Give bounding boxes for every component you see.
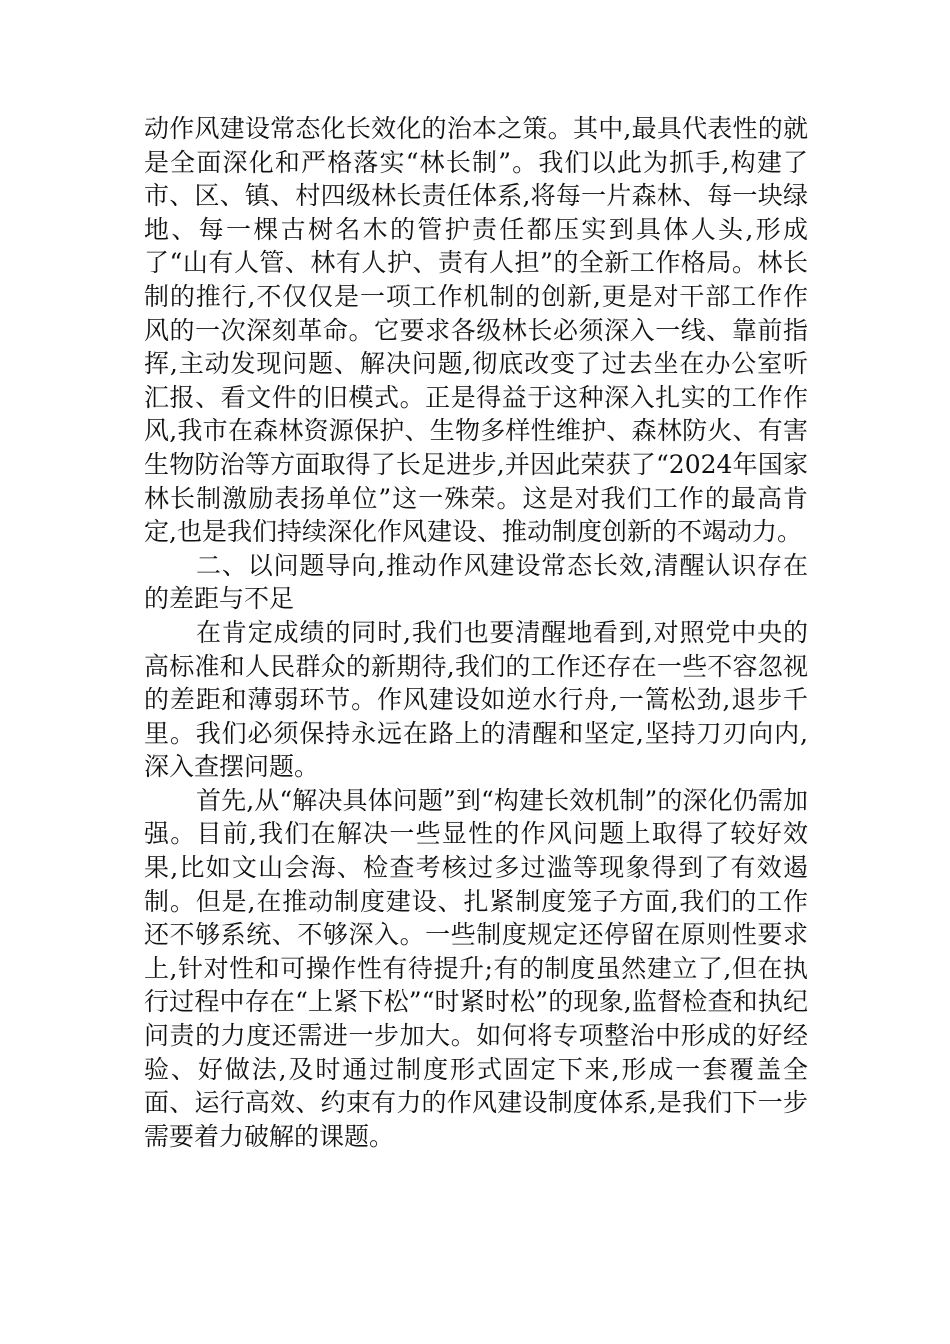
section-heading: 二、以问题导向,推动作风建设常态长效,清醒认识存在的差距与不足 — [144, 550, 808, 614]
body-paragraph: 在肯定成绩的同时,我们也要清醒地看到,对照党中央的高标准和人民群众的新期待,我们的工作还存在一些不容忽视的差距和薄弱环节。作风建设如逆水行舟,一篙松劲,退步千里。我们必须保持永远在路上的清醒和坚定,坚持刀刃向内,深入查摆问题。 — [144, 617, 808, 782]
body-paragraph: 动作风建设常态化长效化的治本之策。其中,最具代表性的就是全面深化和严格落实“林长制”。我们以此为抓手,构建了市、区、镇、村四级林长责任体系,将每一片森林、每一块绿地、每一棵古树名木的管护责任都压实到具体人头,形成了“山有人管、林有人护、责有人担”的全新工作格局。林长制的推行,不仅仅是一项工作机制的创新,更是对干部工作作风的一次深刻革命。它要求各级林长必须深入一线、靠前指挥,主动发现问题、解决问题,彻底改变了过去坐在办公室听汇报、看文件的旧模式。正是得益于这种深入扎实的工作作风,我市在森林资源保护、生物多样性维护、森林防火、有害生物防治等方面取得了长足进步,并因此荣获了“2024年国家林长制激励表扬单位”这一殊荣。这是对我们工作的最高肯定,也是我们持续深化作风建设、推动制度创新的不竭动力。 — [144, 114, 808, 547]
body-paragraph: 首先,从“解决具体问题”到“构建长效机制”的深化仍需加强。目前,我们在解决一些显性的作风问题上取得了较好效果,比如文山会海、检查考核过多过滥等现象得到了有效遏制。但是,在推动制度建设、扎紧制度笼子方面,我们的工作还不够系统、不够深入。一些制度规定还停留在原则性要求上,针对性和可操作性有待提升;有的制度虽然建立了,但在执行过程中存在“上紧下松”“时紧时松”的现象,监督检查和执纪问责的力度还需进一步加大。如何将专项整治中形成的好经验、好做法,及时通过制度形式固定下来,形成一套覆盖全面、运行高效、约束有力的作风建设制度体系,是我们下一步需要着力破解的课题。 — [144, 785, 808, 1151]
document-body — [144, 112, 808, 1153]
